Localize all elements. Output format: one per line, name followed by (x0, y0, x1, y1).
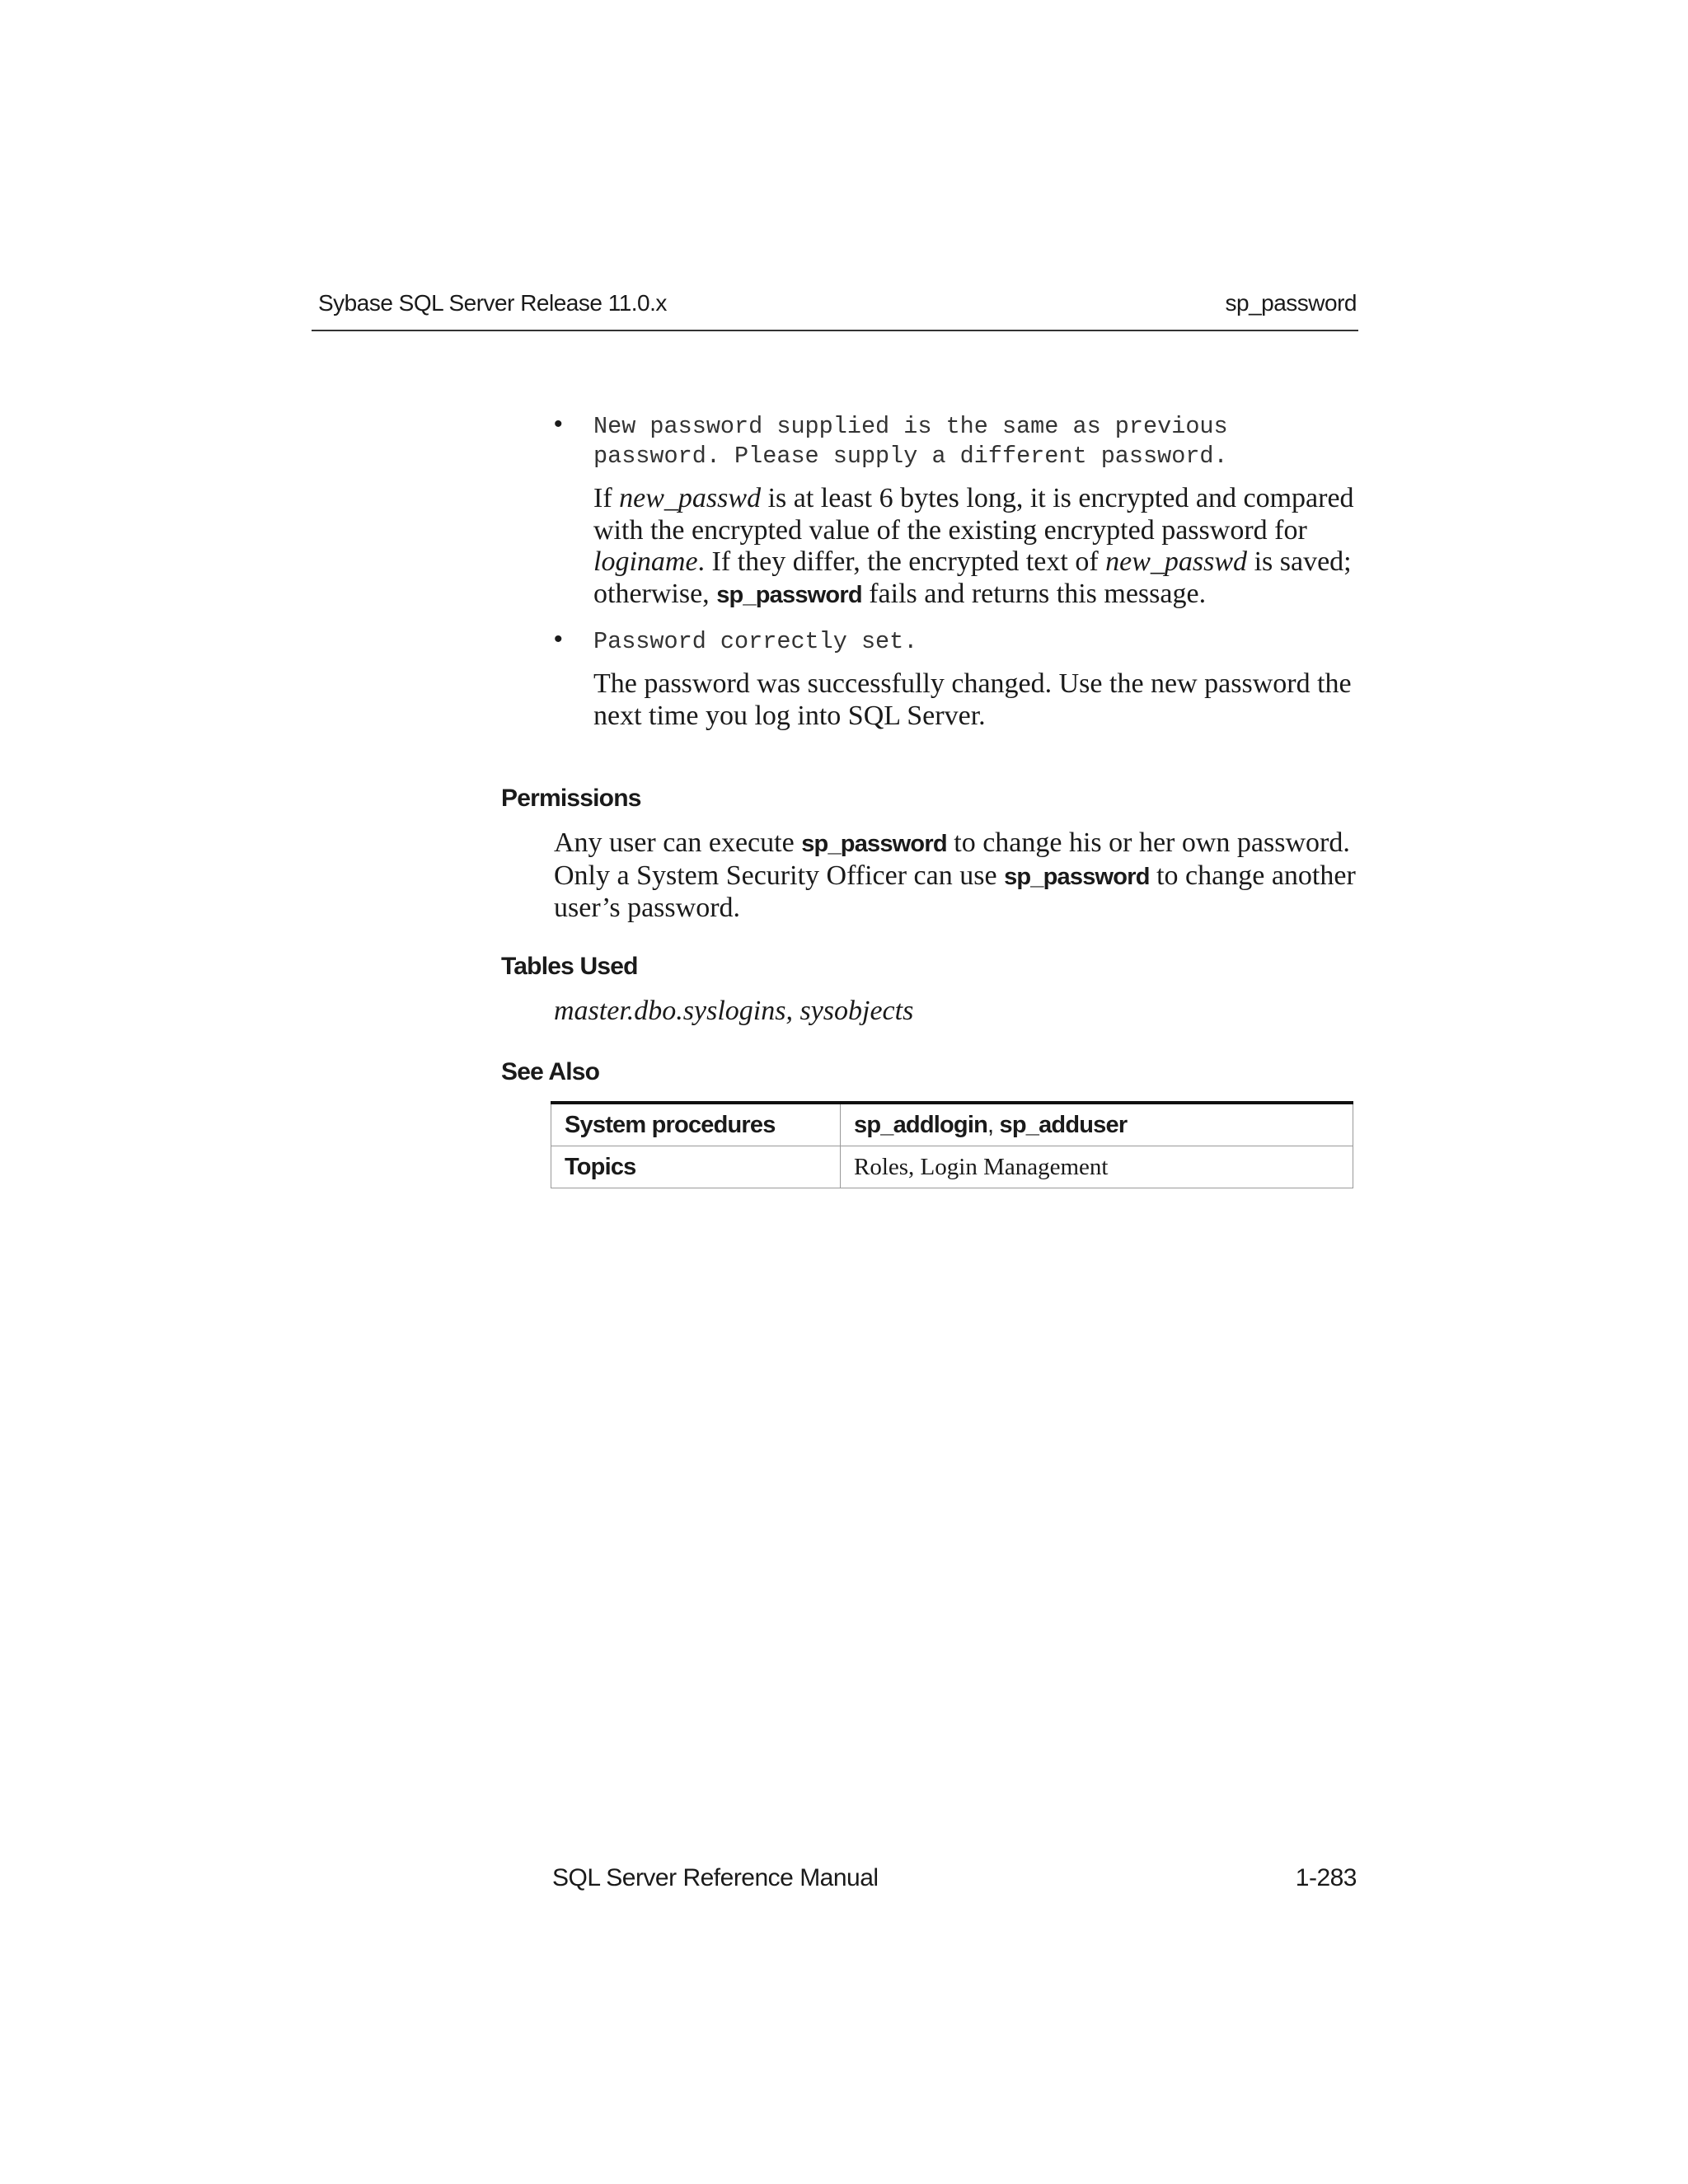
message-explanation: The password was successfully changed. Use the new password the next time you log into SQL Server. (593, 668, 1352, 731)
header-doc-title: Sybase SQL Server Release 11.0.x (318, 290, 667, 316)
tables-used-heading: Tables Used (501, 953, 638, 980)
messages-list (554, 412, 1362, 742)
list-item (554, 412, 1362, 611)
procedure-name: sp_password (1004, 863, 1150, 890)
table-name: master.dbo.syslogins (554, 996, 786, 1026)
text-run: is at least 6 bytes long, it is encrypted and compared with the encrypted value of the existing encrypted password for (593, 483, 1354, 546)
permissions-text (554, 827, 1362, 925)
tables-used-text (554, 996, 1362, 1028)
separator: , (785, 996, 800, 1026)
row-value: Roles, Login Management (841, 1146, 1353, 1188)
message-line: password. Please supply a different password. (593, 443, 1228, 470)
text-run: Any user can execute (554, 827, 802, 858)
procedure-link: sp_adduser (999, 1111, 1128, 1138)
param-name: new_passwd (1105, 546, 1248, 577)
list-item (554, 627, 1362, 732)
bullet-marker: • (554, 410, 563, 438)
table-name: sysobjects (799, 996, 914, 1026)
separator: , (987, 1111, 1000, 1138)
row-label: System procedures (551, 1103, 841, 1146)
page-number: 1-283 (1295, 1864, 1357, 1891)
header-section-name: sp_password (1225, 290, 1357, 316)
table-row (551, 1146, 1353, 1188)
text-run: to change another user’s password. (554, 860, 1356, 923)
text-run: to change his or her own password. Only a System Security Officer can use (554, 827, 1350, 891)
message-line: Password correctly set. (593, 628, 918, 655)
permissions-heading: Permissions (501, 785, 641, 812)
see-also-heading: See Also (501, 1058, 600, 1085)
param-name: loginame (593, 546, 698, 577)
table-row (551, 1103, 1353, 1146)
procedure-link: sp_addlogin (854, 1111, 987, 1138)
bullet-marker: • (554, 626, 563, 653)
text-run: fails and returns this message. (861, 578, 1207, 609)
row-value (841, 1103, 1353, 1146)
message-line: New password supplied is the same as previous (593, 413, 1228, 440)
footer-manual-title: SQL Server Reference Manual (552, 1864, 879, 1891)
system-message (593, 412, 1362, 471)
text-run: . If they differ, the encrypted text of (697, 546, 1106, 577)
procedure-name: sp_password (716, 581, 862, 608)
system-message (593, 627, 1362, 657)
text-run: If (593, 483, 620, 513)
param-name: new_passwd (619, 483, 762, 513)
message-explanation (593, 483, 1362, 611)
procedure-name: sp_password (801, 831, 947, 857)
row-label: Topics (551, 1146, 841, 1188)
text-run: is saved; otherwise, (593, 546, 1352, 609)
running-header (312, 290, 1358, 331)
see-also-table (551, 1101, 1353, 1188)
